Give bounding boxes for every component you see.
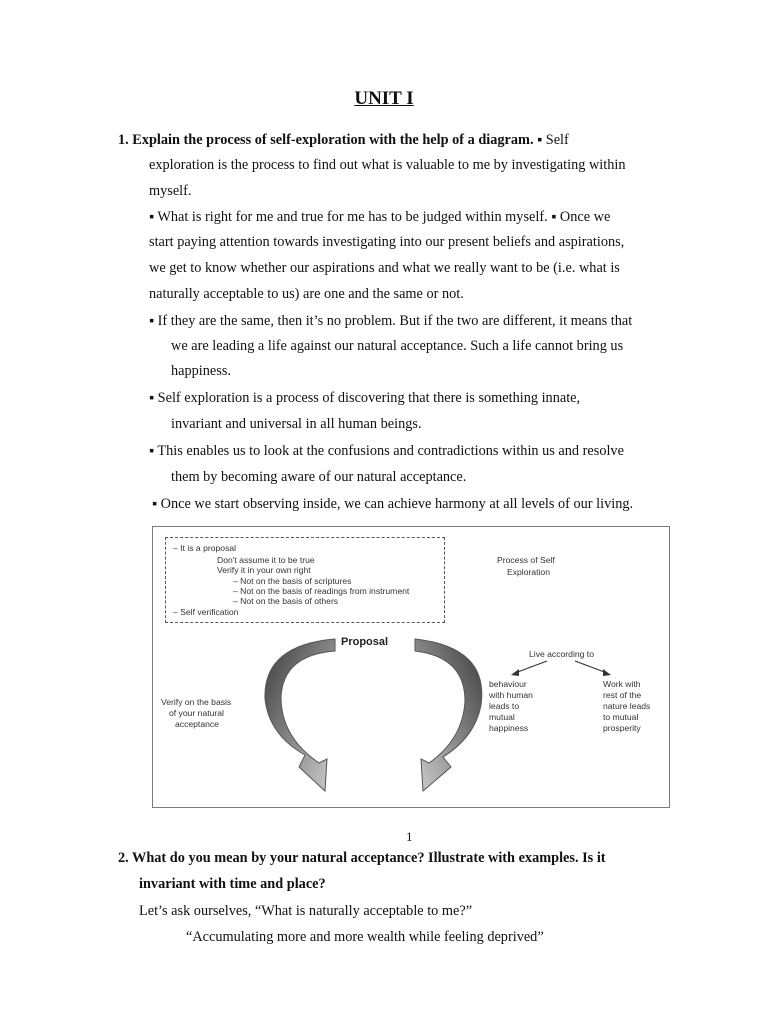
q1-line: ▪ If they are the same, then it’s no problem. But if the two are different, it means that [149,313,633,329]
q1-line: exploration is the process to find out what is valuable to me by investigating within [149,157,626,173]
right-outcome-line: prosperity [603,723,641,733]
proposal-label: Proposal [341,636,389,648]
box-line: Don't assume it to be true [217,555,315,565]
left-outcome-line: happiness [489,723,529,733]
left-outcome-line: behaviour [489,679,527,689]
page-title: UNIT I [354,88,414,109]
right-outcome-line: Work with [603,679,641,689]
q1-heading: 1. Explain the process of self-exploration with the help of a diagram. [118,132,534,148]
q1-line: ▪ Once we start observing inside, we can achieve harmony at all levels of our living. [152,496,634,512]
q2-heading-line: 2. What do you mean by your natural acceptance? Illustrate with examples. Is it [118,850,606,866]
box-line: – Not on the basis of scriptures [233,576,352,586]
box-line: – Not on the basis of others [233,596,339,606]
live-according-label: Live according to [529,649,594,659]
q1-line: start paying attention towards investigating into our present beliefs and aspirations, [149,234,625,250]
q1-line: we are leading a life against our natural acceptance. Such a life cannot bring us [171,338,624,354]
q1-line: myself. [149,183,192,199]
diagram-arrows [153,527,671,809]
right-outcome-line: to mutual [603,712,639,722]
q2-heading-line: invariant with time and place? [139,876,326,892]
q1-line: happiness. [171,363,231,379]
diagram-title-line: Exploration [507,567,550,577]
q1-line: ▪ This enables us to look at the confusions and contradictions within us and resolve [149,443,624,459]
right-outcome-line: nature leads [603,701,651,711]
q1-line: them by becoming aware of our natural acceptance. [171,469,467,485]
diagram-title-line: Process of Self [497,555,555,565]
box-line: Verify it in your own right [217,565,311,575]
q1-line: ▪ Self exploration is a process of discovering that there is something innate, [149,390,581,406]
q1-heading-line [118,132,569,149]
q2-line: Let’s ask ourselves, “What is naturally acceptable to me?” [139,903,473,919]
q1-line: naturally acceptable to us) are one and the same or not. [149,286,464,302]
q1-line: invariant and universal in all human beings. [171,416,422,432]
arrow-to-work [575,661,607,673]
arrow-head [603,669,611,676]
self-exploration-diagram [152,526,670,808]
arrow-to-behaviour [515,661,547,673]
box-line: – It is a proposal [173,543,237,553]
page-number: 1 [406,829,413,844]
right-outcome-line: rest of the [603,690,642,700]
left-outcome-line: with human [489,690,533,700]
q2-quote: “Accumulating more and more wealth while feeling deprived” [186,929,544,945]
verify-line: Verify on the basis [161,697,232,707]
arrow-head [511,669,519,676]
q1-line: ▪ What is right for me and true for me has to be judged within myself. ▪ Once we [149,209,611,225]
verify-line: of your natural [169,708,224,718]
left-curved-arrow [265,639,335,791]
box-line: – Not on the basis of readings from instrument [233,586,410,596]
left-outcome-line: mutual [489,712,515,722]
verify-line: acceptance [175,719,219,729]
q1-heading-tail: ▪ Self [533,132,569,148]
box-line: – Self verification [173,607,239,617]
q1-line: we get to know whether our aspirations and what we really want to be (i.e. what is [149,260,620,276]
left-outcome-line: leads to [489,701,520,711]
right-curved-arrow [415,639,482,791]
